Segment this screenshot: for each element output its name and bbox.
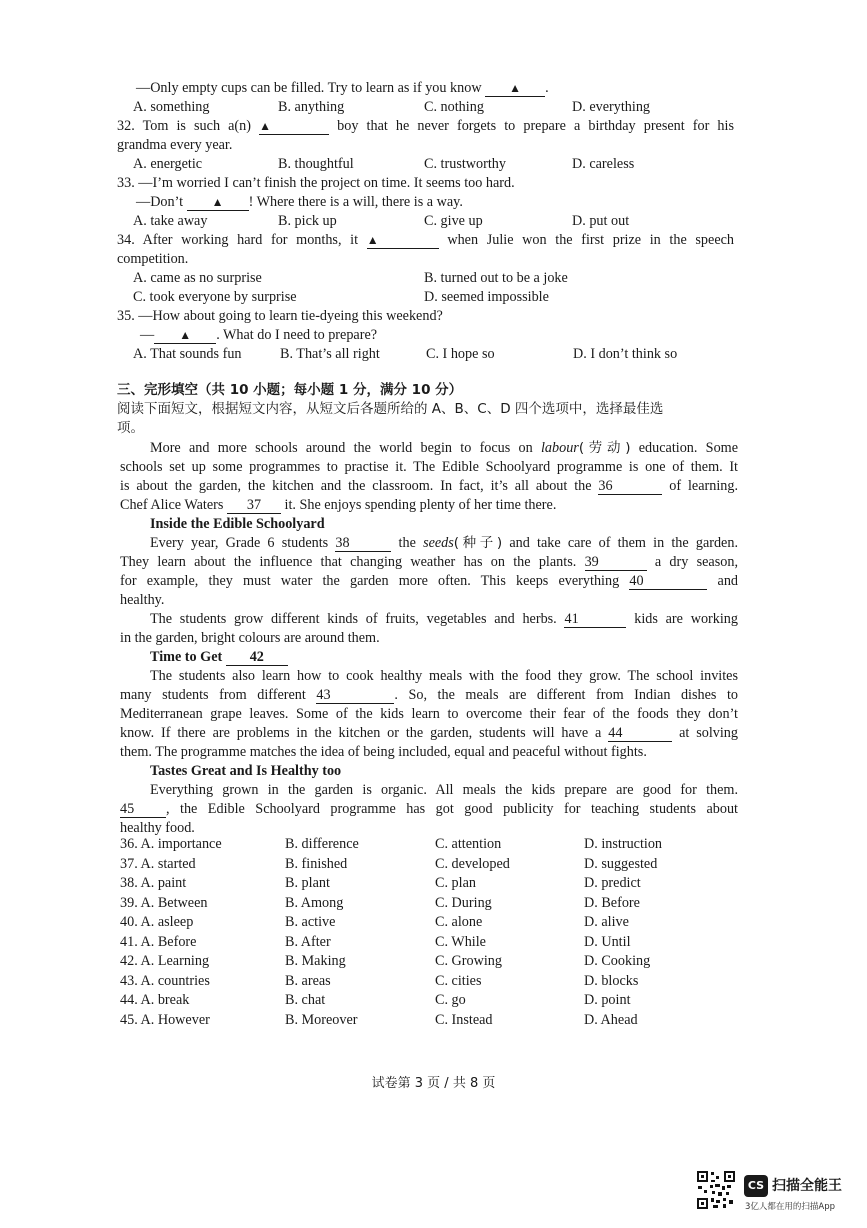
q31-line bbox=[136, 79, 549, 97]
blank-36: 36 bbox=[598, 479, 662, 495]
cloze-option: D. point bbox=[584, 992, 631, 1008]
cloze-option: B. plant bbox=[285, 875, 330, 891]
q32-start: 32. Tom is such a(n) bbox=[117, 118, 251, 134]
passage-line: many students from different 43 . So, the meals are different from Indian dishes to bbox=[120, 687, 739, 703]
q32-line2: grandma every year. bbox=[117, 137, 233, 153]
q32-line bbox=[117, 117, 734, 135]
q31-option-c: C. nothing bbox=[424, 99, 484, 115]
blank-40: 40 bbox=[629, 574, 707, 590]
q34-option-b: B. turned out to be a joke bbox=[424, 270, 568, 286]
passage-line: in the garden, bright colours are around them. bbox=[120, 630, 380, 646]
cloze-option: B. Moreover bbox=[285, 1011, 358, 1028]
q35-line2 bbox=[140, 326, 377, 344]
cloze-option: 38. A. paint bbox=[120, 875, 187, 891]
page-number: 试卷第 3 页 / 共 8 页 bbox=[371, 1076, 496, 1091]
cloze-option: 36. A. importance bbox=[120, 836, 222, 852]
cloze-option: D. suggested bbox=[584, 855, 658, 872]
cloze-option: 43. A. countries bbox=[120, 972, 210, 989]
answer-blank: ▲ bbox=[187, 195, 249, 211]
q31-text: —Only empty cups can be filled. Try to learn as if you know bbox=[136, 80, 482, 96]
cloze-option: B. active bbox=[285, 914, 336, 930]
passage-line: The students grow different kinds of fruits, vegetables and herbs. 41 kids are working bbox=[150, 611, 738, 627]
q34-line bbox=[117, 231, 734, 249]
subheading: Inside the Edible Schoolyard bbox=[150, 516, 325, 532]
section-instruction-cont: 项。 bbox=[117, 420, 144, 436]
passage-line: is about the garden, the kitchen and the classroom. In fact, it’s all about the 36 of learning. bbox=[120, 478, 739, 494]
cloze-option: C. go bbox=[435, 992, 466, 1008]
q32-rest: boy that he never forgets to prepare a birthday present for his bbox=[337, 118, 734, 134]
q34-option-d: D. seemed impossible bbox=[424, 289, 549, 305]
cloze-option: B. After bbox=[285, 933, 331, 950]
q33-line1: 33. —I’m worried I can’t finish the project on time. It seems too hard. bbox=[117, 175, 515, 191]
q32-option-d: D. careless bbox=[572, 156, 635, 172]
q33-line2 bbox=[136, 193, 463, 211]
q35-option-c: C. I hope so bbox=[426, 346, 495, 362]
q31-option-d: D. everything bbox=[572, 99, 651, 115]
q32-option-b: B. thoughtful bbox=[278, 156, 354, 172]
passage-line: schools set up some programmes to practise it. The Edible Schoolyard programme is one of them. It bbox=[120, 459, 738, 475]
section-instruction: 阅读下面短文，根据短文内容，从短文后各题所给的 A、B、C、D 四个选项中，选择最佳选 bbox=[117, 401, 664, 417]
blank-39: 39 bbox=[585, 555, 647, 571]
q35-option-b: B. That’s all right bbox=[280, 346, 380, 362]
q35-option-d: D. I don’t think so bbox=[573, 346, 678, 362]
blank-43: 43 bbox=[316, 688, 394, 704]
cloze-option: 44. A. break bbox=[120, 992, 190, 1008]
cloze-option: B. Among bbox=[285, 894, 344, 911]
blank-45: 45 bbox=[120, 802, 166, 818]
blank-38: 38 bbox=[335, 536, 391, 552]
blank-37: 37 bbox=[227, 498, 281, 514]
cloze-option: 37. A. started bbox=[120, 855, 196, 872]
cloze-option: B. Making bbox=[285, 953, 346, 969]
cloze-option: 41. A. Before bbox=[120, 933, 197, 950]
q34-option-c: C. took everyone by surprise bbox=[133, 289, 297, 305]
cloze-option: D. Cooking bbox=[584, 953, 651, 969]
passage-line: The students also learn how to cook healthy meals with the food they grow. The school invites bbox=[150, 668, 738, 684]
cloze-option: D. alive bbox=[584, 914, 629, 930]
passage-line: Every year, Grade 6 students 38 the seeds(种子) and take care of them in the garden. bbox=[150, 535, 738, 551]
cloze-option: 45. A. However bbox=[120, 1011, 210, 1028]
cloze-option: B. chat bbox=[285, 992, 326, 1008]
q33-option-c: C. give up bbox=[424, 213, 483, 229]
cloze-option: 39. A. Between bbox=[120, 894, 208, 911]
cloze-option: C. plan bbox=[435, 875, 476, 891]
passage-line: 45 , the Edible Schoolyard programme has got good publicity for teaching students about bbox=[120, 801, 738, 817]
passage-line: Mediterranean grape leaves. Some of the kids learn to overcome their fear of the foods they don’t bbox=[120, 706, 738, 722]
passage-line: More and more schools around the world begin to focus on labour(劳动) education. Some bbox=[150, 440, 738, 456]
cloze-option: B. difference bbox=[285, 836, 359, 852]
passage-line: for example, they must water the garden more often. This keeps everything 40 and bbox=[120, 573, 739, 589]
passage-line: Everything grown in the garden is organic. All meals the kids prepare are good for them. bbox=[150, 782, 738, 798]
q33-option-b: B. pick up bbox=[278, 213, 337, 229]
passage-line: Chef Alice Waters 37 it. She enjoys spending plenty of her time there. bbox=[120, 497, 557, 513]
camscanner-logo: CS bbox=[744, 1175, 768, 1197]
cloze-option: C. During bbox=[435, 894, 492, 911]
cloze-option: C. developed bbox=[435, 855, 510, 872]
cloze-option: C. Instead bbox=[435, 1011, 493, 1028]
q35-line1: 35. —How about going to learn tie-dyeing this weekend? bbox=[117, 308, 443, 324]
passage-line: them. The programme matches the idea of being included, equal and peaceful without fights. bbox=[120, 744, 647, 760]
q34-line2: competition. bbox=[117, 251, 189, 267]
blank-42: 42 bbox=[226, 650, 288, 666]
q33-rest: ! Where there is a will, there is a way. bbox=[248, 194, 463, 210]
cloze-option: 42. A. Learning bbox=[120, 953, 210, 969]
cloze-option: C. alone bbox=[435, 914, 483, 930]
section-title: 三、完形填空（共 10 小题；每小题 1 分，满分 10 分） bbox=[117, 382, 463, 398]
cloze-option: B. finished bbox=[285, 855, 348, 872]
subheading: Tastes Great and Is Healthy too bbox=[150, 763, 342, 779]
passage-line: They learn about the influence that changing weather has on the plants. 39 a dry season, bbox=[120, 554, 738, 570]
cloze-option: C. cities bbox=[435, 972, 482, 989]
qr-code-icon bbox=[696, 1170, 736, 1210]
answer-blank: ▲ bbox=[259, 119, 329, 135]
scanner-tagline: 3亿人都在用的扫描App bbox=[745, 1202, 836, 1212]
q34-option-a: A. came as no surprise bbox=[133, 270, 262, 286]
cloze-option: C. attention bbox=[435, 836, 502, 852]
q33-start: —Don’t bbox=[136, 194, 184, 210]
blank-44: 44 bbox=[608, 726, 672, 742]
q33-option-a: A. take away bbox=[133, 213, 208, 229]
q35-option-a: A. That sounds fun bbox=[133, 346, 242, 362]
q31-option-a: A. something bbox=[133, 99, 210, 115]
q32-option-a: A. energetic bbox=[133, 156, 203, 172]
scanner-app-name: 扫描全能王 bbox=[772, 1178, 842, 1194]
answer-blank: ▲ bbox=[485, 81, 545, 97]
q33-option-d: D. put out bbox=[572, 213, 630, 229]
q34-start: 34. After working hard for months, it bbox=[117, 232, 359, 248]
cloze-option: C. While bbox=[435, 933, 486, 950]
answer-blank: ▲ bbox=[367, 233, 439, 249]
cloze-option: B. areas bbox=[285, 972, 331, 989]
q31-option-b: B. anything bbox=[278, 99, 345, 115]
q35-rest: . What do I need to prepare? bbox=[216, 327, 378, 343]
cloze-option: 40. A. asleep bbox=[120, 914, 194, 930]
q31-end: . bbox=[545, 80, 549, 96]
q34-rest: when Julie won the first prize in the speech bbox=[447, 232, 735, 248]
passage-line: healthy food. bbox=[120, 820, 195, 836]
subheading: Time to Get 42 bbox=[150, 648, 288, 666]
cloze-option: D. predict bbox=[584, 875, 641, 891]
cloze-option: D. Before bbox=[584, 894, 640, 911]
cloze-option: D. Ahead bbox=[584, 1011, 638, 1028]
cloze-option: D. blocks bbox=[584, 972, 639, 989]
cloze-option: D. instruction bbox=[584, 836, 663, 852]
cloze-option: C. Growing bbox=[435, 953, 502, 969]
blank-41: 41 bbox=[564, 612, 626, 628]
cloze-option: D. Until bbox=[584, 933, 631, 950]
passage-line: know. If there are problems in the kitchen or the garden, students will have a 44 at solving bbox=[120, 725, 738, 741]
passage-line: healthy. bbox=[120, 592, 165, 608]
answer-blank: ▲ bbox=[154, 328, 216, 344]
q35-start: — bbox=[140, 327, 155, 343]
q32-option-c: C. trustworthy bbox=[424, 156, 506, 172]
